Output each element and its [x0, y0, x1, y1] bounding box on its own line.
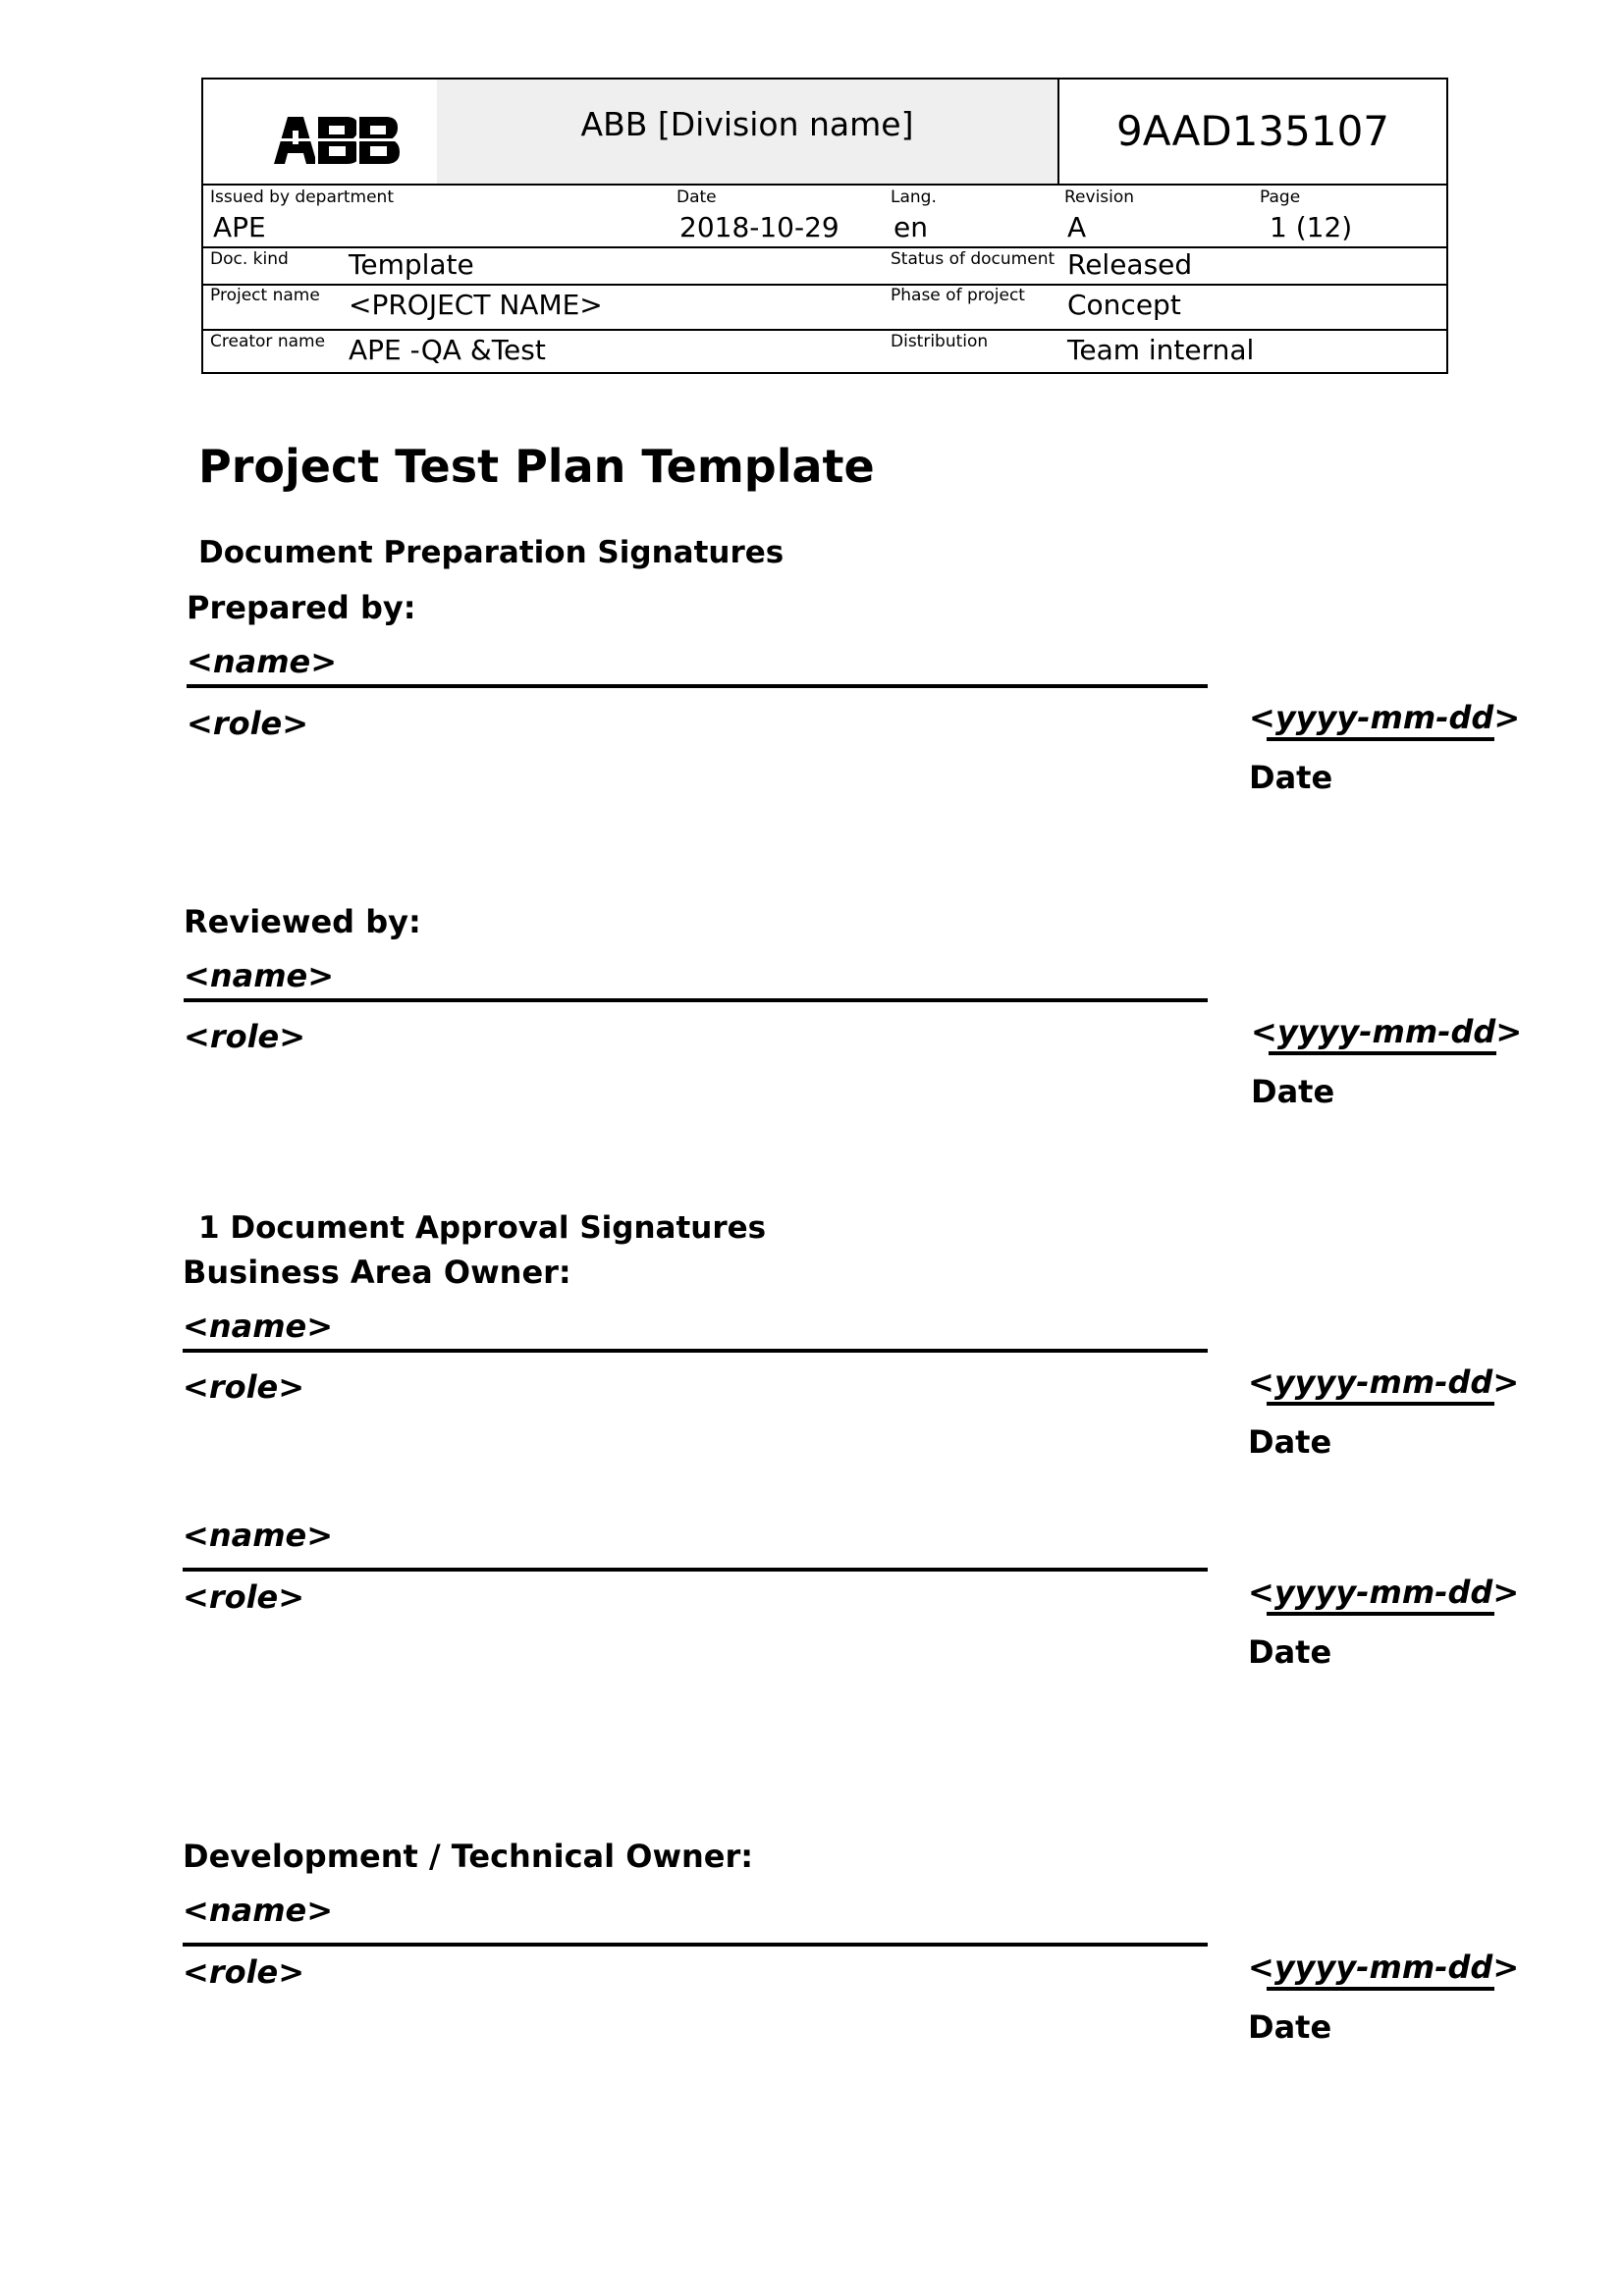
logo-cell: [203, 80, 437, 184]
project-name-value: <PROJECT NAME>: [349, 289, 603, 321]
signature-name: <name>: [183, 1892, 334, 1929]
issued-by-label: Issued by department: [210, 187, 394, 207]
date-caption: Date: [1248, 2008, 1332, 2046]
distribution-label: Distribution: [891, 332, 989, 351]
signature-role: <role>: [187, 705, 309, 742]
signature-date: <yyyy-mm-dd>: [1248, 1574, 1520, 1611]
phase-value: Concept: [1067, 289, 1181, 321]
page-title: Project Test Plan Template: [198, 440, 875, 493]
signature-label: Prepared by:: [187, 589, 416, 626]
signature-name: <name>: [184, 957, 335, 994]
revision-value: A: [1067, 211, 1087, 243]
prep-signatures-heading: Document Preparation Signatures: [198, 535, 785, 570]
creator-label: Creator name: [210, 332, 326, 351]
status-label: Status of document: [891, 249, 1056, 269]
date-caption: Date: [1251, 1073, 1335, 1110]
date-line: [1267, 1402, 1494, 1406]
signature-role: <role>: [184, 1018, 306, 1055]
doc-kind-label: Doc. kind: [210, 249, 289, 269]
date-caption: Date: [1248, 1423, 1332, 1461]
signature-line: [183, 1568, 1208, 1572]
date-line: [1267, 1612, 1494, 1616]
date-caption: Date: [1249, 759, 1333, 796]
signature-date: <yyyy-mm-dd>: [1248, 1949, 1520, 1986]
status-value: Released: [1067, 248, 1193, 281]
signature-role: <role>: [183, 1953, 305, 1991]
signature-name: <name>: [183, 1517, 334, 1554]
signature-label: Development / Technical Owner:: [183, 1838, 754, 1875]
date-line: [1269, 1051, 1496, 1055]
signature-line: [187, 684, 1208, 688]
division-cell: [437, 80, 1057, 184]
date-value: 2018-10-29: [679, 211, 839, 243]
signature-role: <role>: [183, 1578, 305, 1616]
date-line: [1267, 1987, 1494, 1991]
lang-value: en: [893, 211, 928, 243]
page-label: Page: [1260, 187, 1301, 207]
signature-label: Reviewed by:: [184, 903, 421, 940]
project-name-label: Project name: [210, 286, 320, 305]
signature-date: <yyyy-mm-dd>: [1251, 1013, 1523, 1050]
phase-label: Phase of project: [891, 286, 1025, 305]
creator-value: APE -QA &Test: [349, 334, 546, 366]
approval-signatures-heading: 1 Document Approval Signatures: [198, 1210, 767, 1246]
signature-name: <name>: [183, 1308, 334, 1345]
document-header-table: [201, 78, 1448, 374]
signature-name: <name>: [187, 643, 338, 680]
doc-number-cell: [1057, 80, 1448, 184]
distribution-value: Team internal: [1067, 334, 1255, 366]
signature-line: [183, 1349, 1208, 1353]
lang-label: Lang.: [891, 187, 937, 207]
signature-date: <yyyy-mm-dd>: [1248, 1363, 1520, 1401]
issued-by-value: APE: [213, 211, 266, 243]
doc-number: 9AAD135107: [1115, 107, 1390, 155]
date-label: Date: [677, 187, 717, 207]
date-caption: Date: [1248, 1633, 1332, 1671]
signature-line: [183, 1943, 1208, 1947]
signature-role: <role>: [183, 1368, 305, 1406]
doc-kind-value: Template: [349, 248, 474, 281]
abb-logo: [274, 117, 400, 164]
page-value: 1 (12): [1270, 211, 1353, 243]
signature-date: <yyyy-mm-dd>: [1249, 699, 1521, 736]
revision-label: Revision: [1064, 187, 1135, 207]
date-line: [1267, 737, 1494, 741]
division-name: ABB [Division name]: [580, 105, 914, 143]
signature-label: Business Area Owner:: [183, 1254, 571, 1291]
signature-line: [184, 998, 1208, 1002]
